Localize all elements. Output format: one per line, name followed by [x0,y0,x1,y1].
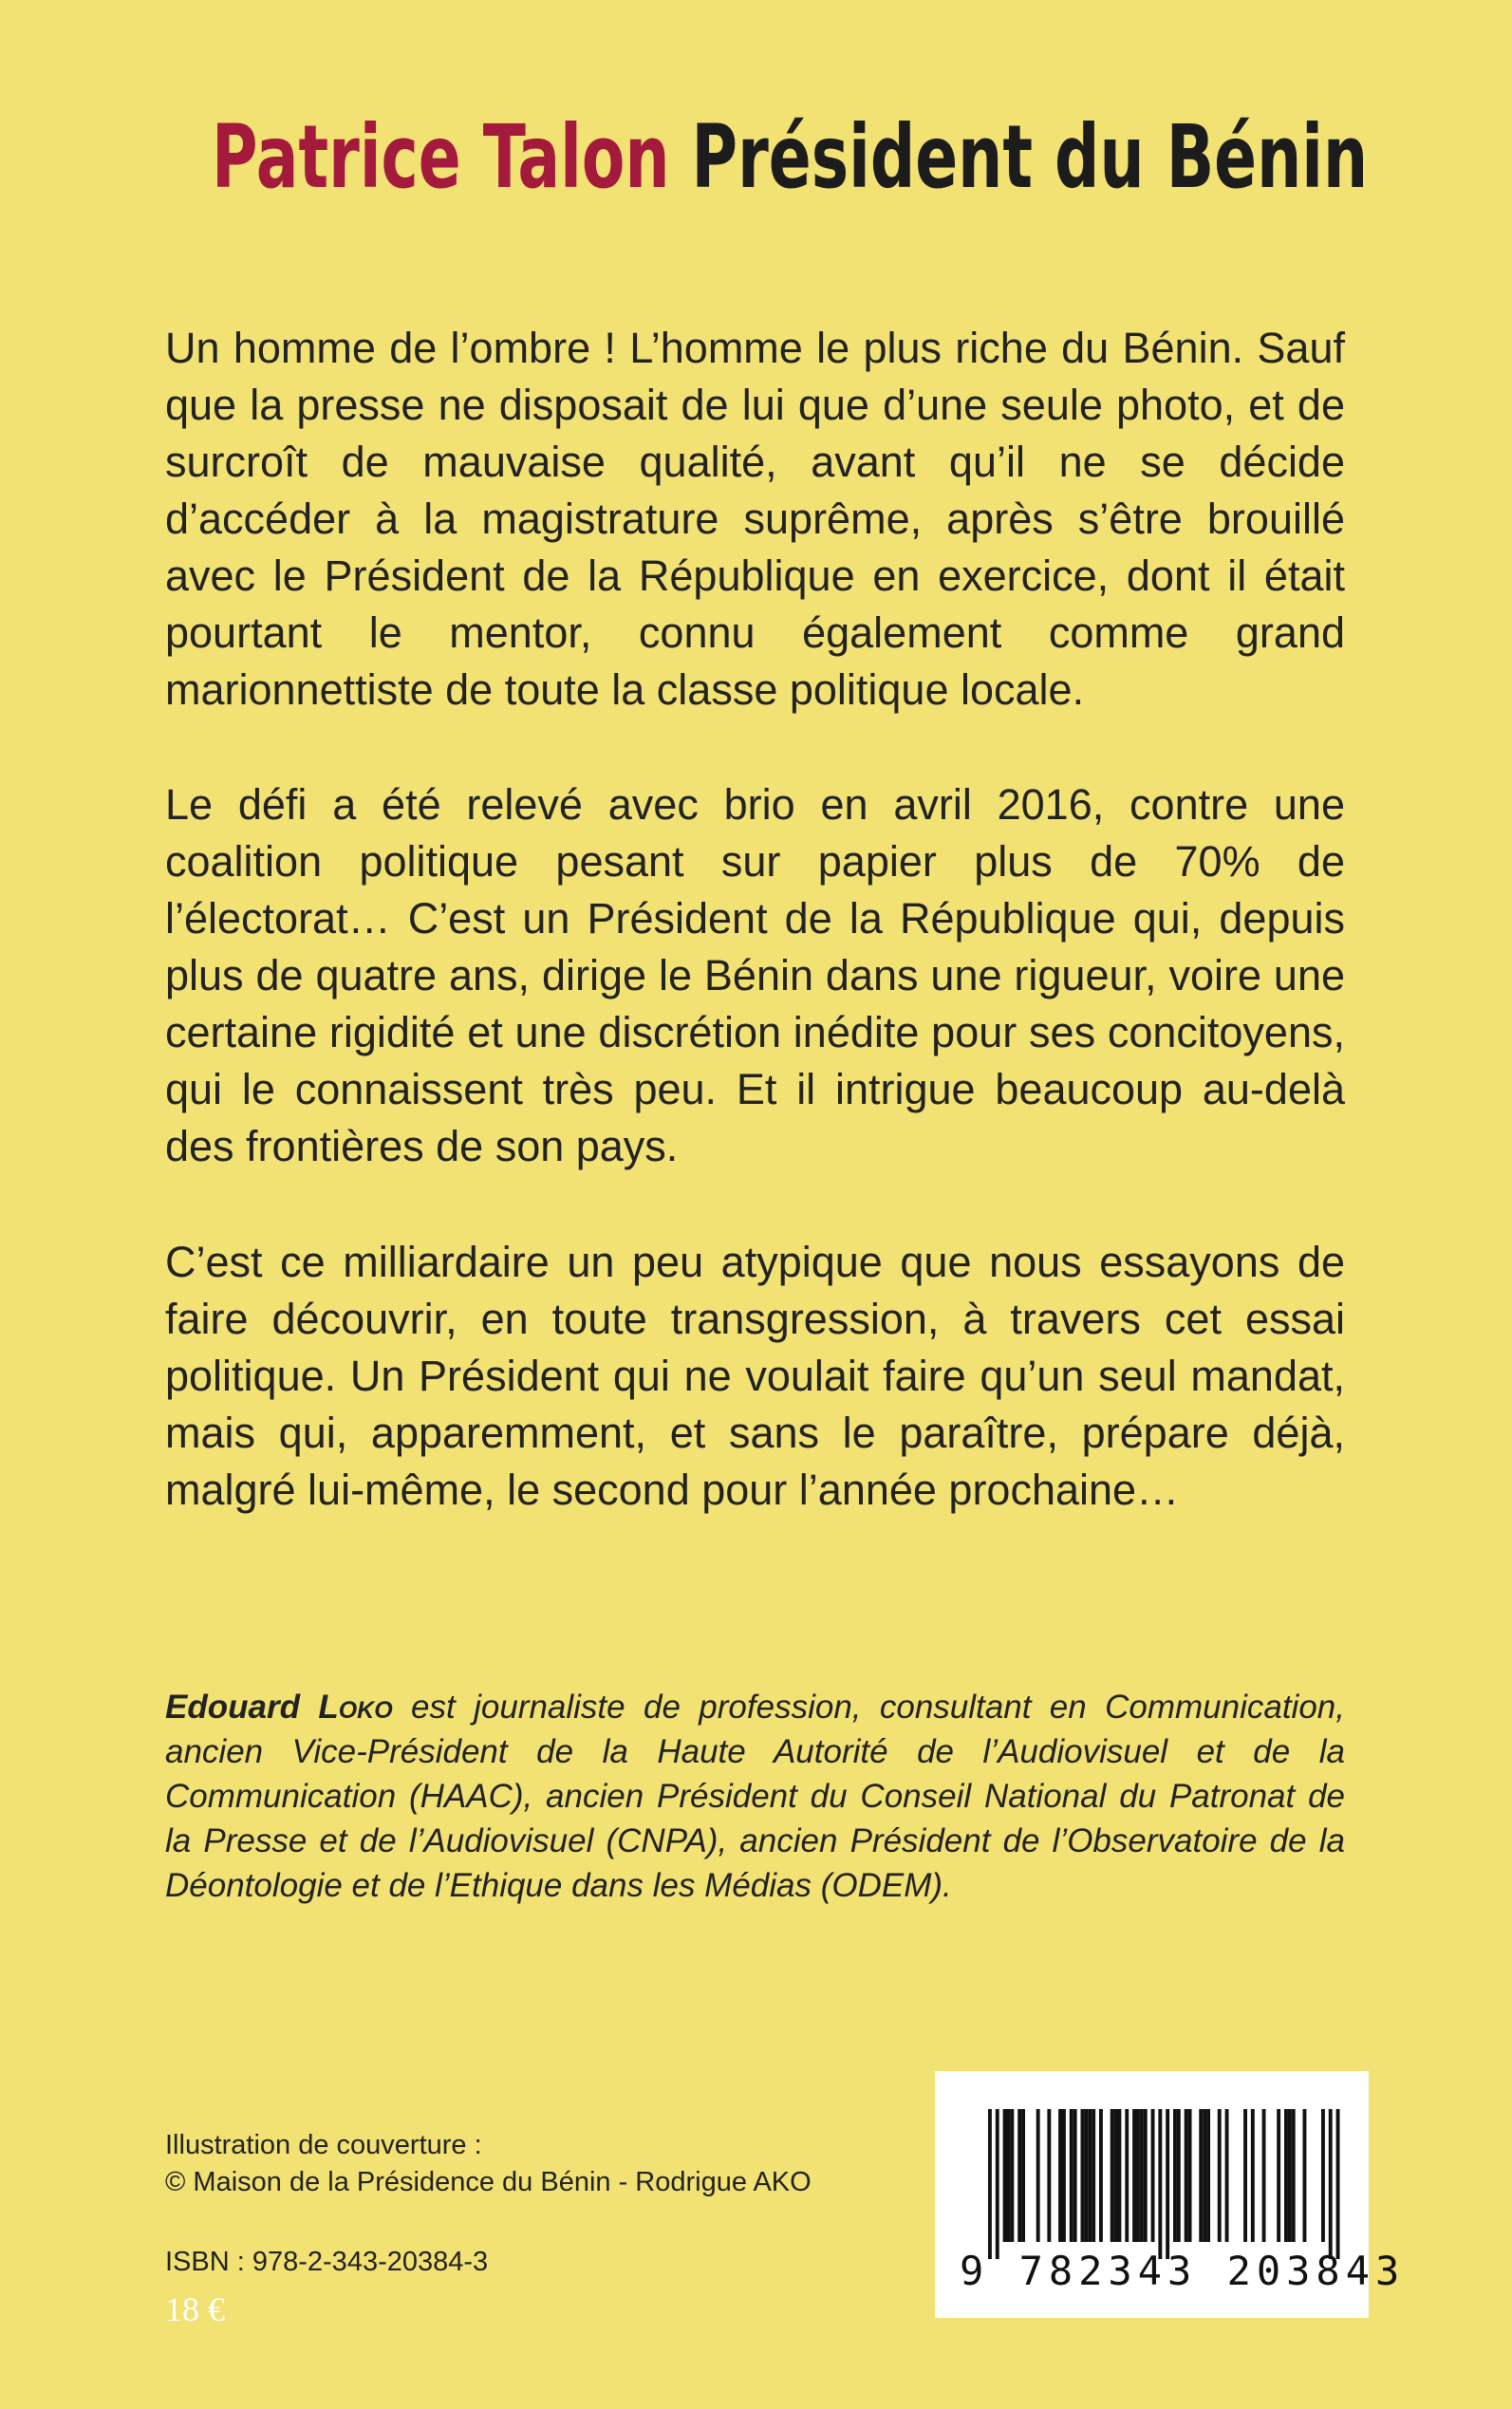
book-title [212,106,1369,208]
author-bio-text: est journaliste de profession, consultant en Communication, ancien Vice-Président de la Haute Autorité de l’Audiovisuel et de la Communication (HAAC), ancien Président du Conseil National du Patronat de la Presse et de l’Audiovisuel (CNPA), ancien Président de l’Observatoire de la Déontologie et de l’Ethique dans les Médias (ODEM). [165,1689,1345,1904]
barcode-bar [1114,2109,1118,2242]
blurb-paragraph-1: Un homme de l’ombre ! L’homme le plus riche du Bénin. Sauf que la presse ne disposait de lui que d’une seule photo, et de surcroît de mauvaise qualité, avant qu’il ne se décide d’accéder à la magistrature suprême, après s’être brouillé avec le Président de la République en exercice, dont il était pourtant le mentor, connu également comme grand marionnettiste de toute la classe politique locale. [165,324,1345,714]
isbn: ISBN : 978-2-343-20384-3 [165,2247,489,2277]
price: 18 € [165,2290,225,2328]
barcode-bar [1288,2109,1292,2242]
barcode-bar [1144,2109,1148,2242]
barcode-bar [1199,2109,1203,2242]
barcode-bar [1099,2109,1103,2242]
barcode-bar [1303,2109,1307,2242]
barcode-bar [1203,2109,1206,2242]
barcode-bar [1177,2109,1181,2242]
cover-credits [165,2127,812,2201]
barcode-bar [1010,2109,1014,2242]
barcode-bar [1007,2109,1011,2242]
barcode-bar [1058,2109,1062,2242]
author-name [165,1689,393,1726]
barcode-bar [1277,2109,1280,2242]
blurb-paragraph-2: Le défi a été relevé avec brio en avril 2016, contre une coalition politique pesant sur papier plus de 70% de l’électorat… C’est un Président de la République qui, depuis plus de quatre ans, dirige le Bénin dans une rigueur, voire une certaine rigidité et une discrétion inédite pour ses concitoyens, qui le connaissent très peu. Et il intrigue beaucoup au-delà des frontières de son pays. [165,780,1345,1170]
barcode-bar [1081,2109,1085,2242]
barcode-bar [1151,2109,1155,2242]
barcode-bar [1088,2109,1092,2242]
barcode-bar [1003,2109,1007,2242]
credits-label: Illustration de couverture : [165,2130,482,2160]
barcode-bar [1017,2109,1021,2242]
barcode-bar [1073,2109,1077,2242]
barcode-bar [1206,2109,1210,2242]
barcode-bar [1047,2109,1051,2242]
barcode-bar [1251,2109,1255,2242]
author-bio [165,1685,1345,1908]
barcode-digits: 9 782343 203843 [960,2248,1406,2294]
barcode-bar [1188,2109,1192,2242]
barcode-bar [1284,2109,1288,2242]
barcode-bar [1292,2109,1296,2242]
barcode-bar [1140,2109,1144,2242]
barcode-bar [1166,2109,1169,2259]
barcode-bar [1118,2109,1122,2242]
barcode-bar [1185,2109,1188,2242]
credits-value: © Maison de la Présidence du Bénin - Rodrigue AKO [165,2167,812,2197]
title-name: Patrice Talon [212,106,670,208]
barcode-bar [1136,2109,1140,2242]
barcode-bar [1225,2109,1229,2242]
barcode-bar [1070,2109,1073,2242]
barcode-bar [1132,2109,1136,2242]
barcode-bar [1092,2109,1095,2242]
barcode-bar [1243,2109,1247,2242]
barcode-bar [1036,2109,1040,2242]
barcode-bar [1125,2109,1129,2242]
barcode-bar [1218,2109,1222,2242]
barcode-bar [1329,2109,1333,2259]
author-first-name: Edouard [165,1689,300,1726]
barcode-bar [1111,2109,1114,2242]
barcode-bar [1158,2109,1162,2259]
barcode-bar [1021,2109,1025,2242]
barcode-bar [1062,2109,1066,2242]
barcode-bar [1336,2109,1340,2259]
barcode-bar [988,2109,992,2259]
barcode [935,2071,1406,2318]
barcode-bar [1262,2109,1266,2242]
blurb-paragraph-3: C’est ce milliardaire un peu atypique que nous essayons de faire découvrir, en toute transgression, à travers cet essai politique. Un Président qui ne voulait faire qu’un seul mandat, mais qui, apparemment, et sans le paraître, prépare déjà, malgré lui-même, le second pour l’année prochaine… [165,1238,1345,1514]
author-last-name: Loko [318,1689,393,1726]
barcode-bar [1321,2109,1325,2242]
barcode-bar [996,2109,999,2259]
title-role: Président du Bénin [691,106,1369,208]
barcode-bar [1173,2109,1177,2242]
barcode-bar [1084,2109,1088,2242]
